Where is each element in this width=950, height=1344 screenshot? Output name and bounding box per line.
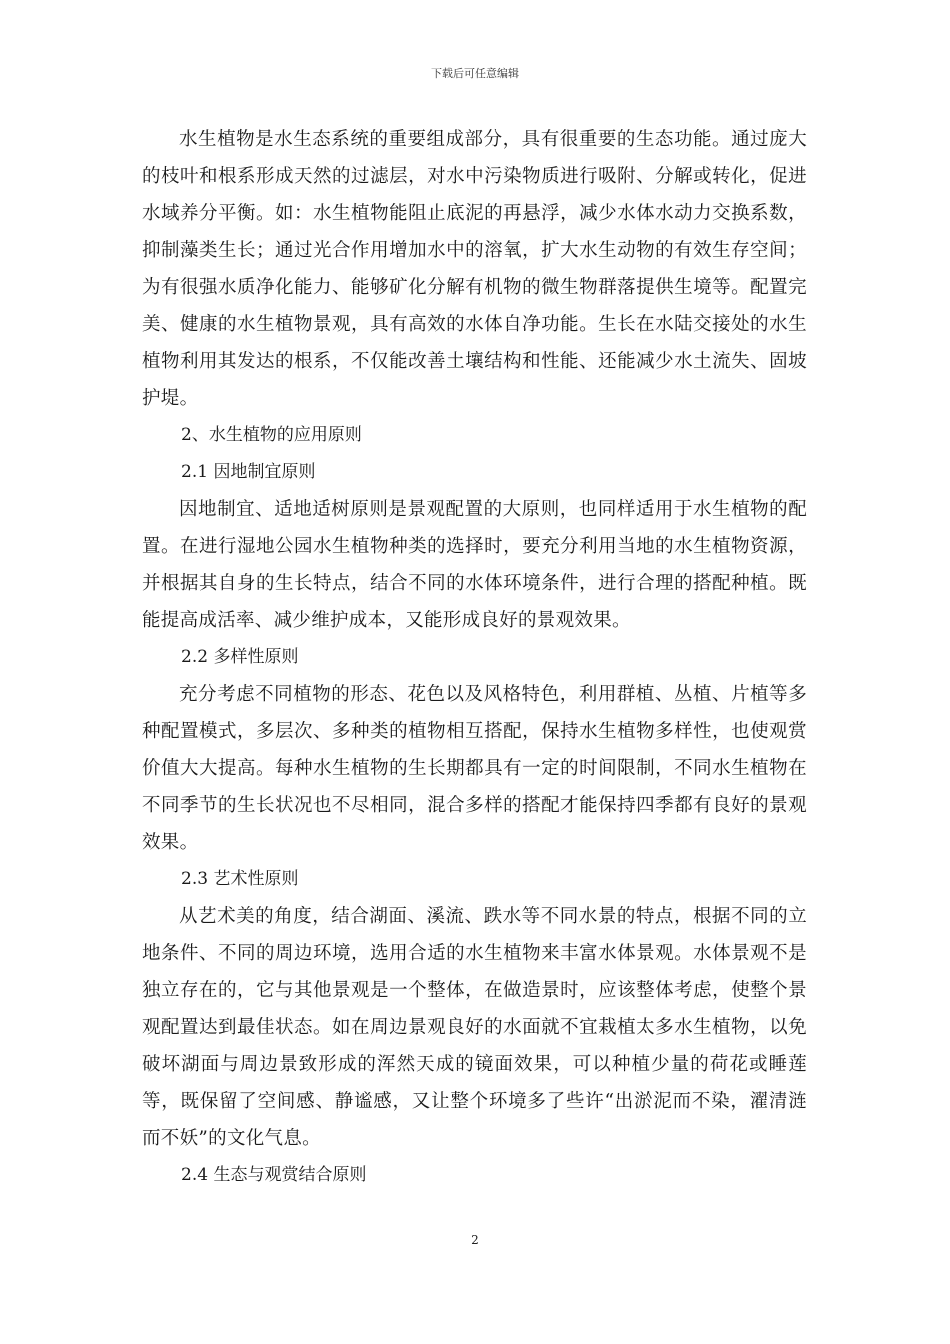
section-heading-application-principles: 2、水生植物的应用原则 bbox=[181, 425, 362, 445]
paragraph-artistry: 从艺术美的角度，结合湖面、溪流、跌水等不同水景的特点，根据不同的立地条件、不同的周边环境，选用合适的水生植物来丰富水体景观。水体景观不是独立存在的，它与其他景观是一个整体，在做造景时，应该整体考虑，使整个景观配置达到最佳状态。如在周边景观良好的水面就不宜栽植太多水生植物，以免破坏湖面与周边景致形成的浑然天成的镜面效果，可以种植少量的荷花或睡莲等，既保留了空间感、静谧感，又让整个环境多了些许“出淤泥而不染，濯清涟而不妖”的文化气息。 bbox=[142, 906, 807, 1149]
paragraph-ecological-function: 水生植物是水生态系统的重要组成部分，具有很重要的生态功能。通过庞大的枝叶和根系形成天然的过滤层，对水中污染物质进行吸附、分解或转化，促进水域养分平衡。如：水生植物能阻止底泥的再悬浮，减少水体水动力交换系数，抑制藻类生长；通过光合作用增加水中的溶氧，扩大水生动物的有效生存空间；为有很强水质净化能力、能够矿化分解有机物的微生物群落提供生境等。配置完美、健康的水生植物景观，具有高效的水体自净功能。生长在水陆交接处的水生植物利用其发达的根系，不仅能改善土壤结构和性能、还能减少水土流失、固坡护堤。 bbox=[142, 129, 807, 409]
subsection-heading-artistry: 2.3 艺术性原则 bbox=[181, 869, 299, 889]
page-header: 下载后可任意编辑 bbox=[431, 67, 519, 80]
paragraph-diversity: 充分考虑不同植物的形态、花色以及风格特色，利用群植、丛植、片植等多种配置模式，多层次、多种类的植物相互搭配，保持水生植物多样性，也使观赏价值大大提高。每种水生植物的生长期都具有一定的时间限制，不同水生植物在不同季节的生长状况也不尽相同，混合多样的搭配才能保持四季都有良好的景观效果。 bbox=[142, 684, 807, 853]
subsection-heading-local-conditions: 2.1 因地制宜原则 bbox=[181, 462, 316, 482]
document-body bbox=[142, 121, 807, 1194]
paragraph-local-conditions: 因地制宜、适地适树原则是景观配置的大原则，也同样适用于水生植物的配置。在进行湿地公园水生植物种类的选择时，要充分利用当地的水生植物资源，并根据其自身的生长特点，结合不同的水体环境条件，进行合理的搭配种植。既能提高成活率、减少维护成本，又能形成良好的景观效果。 bbox=[142, 499, 807, 631]
subsection-heading-diversity: 2.2 多样性原则 bbox=[181, 647, 299, 667]
subsection-heading-ecology-and-ornamental: 2.4 生态与观赏结合原则 bbox=[181, 1165, 367, 1185]
page-number: 2 bbox=[471, 1233, 479, 1247]
